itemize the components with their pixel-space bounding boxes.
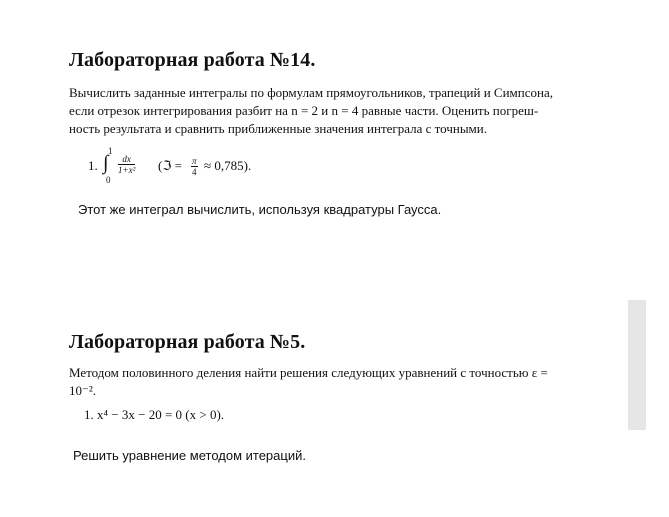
lab14-paragraph-line2: если отрезок интегрирования разбит на n = 2 и n = 4 равные части. Оценить погреш- [69, 103, 539, 118]
integral-sign-icon: ∫ [103, 152, 109, 174]
lab5-note: Решить уравнение методом итераций. [73, 448, 306, 463]
result-prefix: (ℑ = [158, 158, 182, 173]
lab14-formula [88, 146, 348, 186]
scrollbar[interactable] [628, 300, 646, 430]
integral-upper-limit: 1 [108, 146, 113, 156]
pi-denominator: 4 [192, 167, 197, 177]
lab14-paragraph-line3: ность результата и сравнить приближенные значения интеграла с точными. [69, 121, 487, 136]
lab5-paragraph [69, 364, 625, 400]
lab14-note: Этот же интеграл вычислить, используя квадратуры Гаусса. [78, 202, 442, 217]
integrand-numerator: dx [118, 154, 135, 165]
lab5-paragraph-line2: 10⁻². [69, 383, 97, 398]
pi-fraction [191, 156, 198, 177]
lab14-title: Лабораторная работа №14. [69, 49, 316, 71]
integrand-fraction [118, 154, 135, 175]
formula-item-number: 1. [88, 158, 98, 173]
lab5-equation: 1. x⁴ − 3x − 20 = 0 (x > 0). [84, 407, 225, 422]
lab14-paragraph-line1: Вычислить заданные интегралы по формулам прямоугольников, трапеций и Симпсона, [69, 85, 553, 100]
result-suffix: ≈ 0,785). [204, 158, 252, 173]
lab14-paragraph [69, 84, 625, 138]
lab5-paragraph-line1: Методом половинного деления найти решения следующих уравнений с точностью ε = [69, 365, 548, 380]
integrand-denominator: 1+x² [118, 165, 136, 175]
pi-numerator: π [192, 156, 197, 166]
integral-lower-limit: 0 [106, 175, 111, 185]
lab5-title: Лабораторная работа №5. [69, 331, 306, 353]
